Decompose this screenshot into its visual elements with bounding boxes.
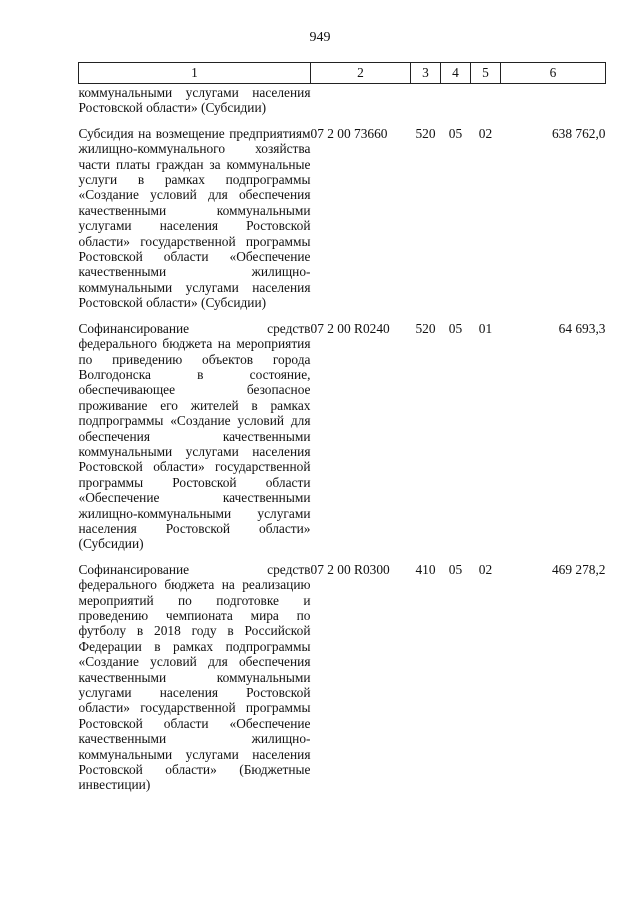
row-subsection: 01 (478, 320, 493, 336)
page-number: 949 (309, 30, 331, 45)
row-expense-type: 520 (415, 125, 436, 141)
row-expense-type: 410 (415, 561, 436, 577)
budget-table (78, 62, 606, 803)
row-section: 05 (448, 561, 463, 577)
row-amount: 64 693,3 (558, 320, 606, 336)
table-row (79, 321, 606, 562)
row-description: Субсидия на возмещение предприятиям жилищно-коммунального хозяйства части платы граждан за коммунальные услуги в рамках подпрограммы «Создание условий для обеспечения качественными коммунальными услугами населения Ростовской области» государственной программы Ростовской области «Обеспечение качественными жилищно-коммунальными услугами населения Ростовской области» (Субсидии) (78, 125, 311, 311)
row-section: 05 (448, 320, 463, 336)
row-expense-type: 520 (415, 320, 436, 336)
continuation-row (79, 84, 606, 126)
header-col-2: 2 (311, 63, 411, 84)
table-header (79, 63, 606, 84)
row-description: Софинансирование средств федерального бюджета на мероприятия по приведению объектов города Волгодонска в состояние, обеспечивающее безопасное проживание его жителей в рамках подпрограммы «Создание условий для обеспечения качественными коммунальными услугами населения Ростовской области» государственной программы Ростовской области «Обеспечение качественными жилищно-коммунальными услугами населения Ростовской области» (Субсидии) (78, 320, 311, 552)
header-col-1: 1 (79, 63, 311, 84)
row-amount: 469 278,2 (551, 561, 606, 577)
header-col-5: 5 (471, 63, 501, 84)
row-target-code: 07 2 00 73660 (310, 125, 388, 141)
table-row (79, 126, 606, 321)
row-description: Софинансирование средств федерального бюджета на реализацию мероприятий по подготовке и проведению чемпионата мира по футболу в 2018 году в Российской Федерации в рамках подпрограммы «Создание условий для обеспечения качественными коммунальными услугами населения Ростовской области» государственной программы Ростовской области «Обеспечение качественными жилищно-коммунальными услугами населения Ростовской области» (Бюджетные инвестиции) (78, 561, 311, 793)
table-row (79, 562, 606, 803)
row-section: 05 (448, 125, 463, 141)
row-target-code: 07 2 00 R0300 (310, 561, 390, 577)
header-col-4: 4 (441, 63, 471, 84)
row-subsection: 02 (478, 125, 493, 141)
header-row (79, 63, 606, 84)
row-amount: 638 762,0 (551, 125, 606, 141)
header-col-3: 3 (411, 63, 441, 84)
row-target-code: 07 2 00 R0240 (310, 320, 390, 336)
header-col-6: 6 (501, 63, 606, 84)
row-subsection: 02 (478, 561, 493, 577)
continuation-text: коммунальными услугами населения Ростовской области» (Субсидии) (78, 85, 311, 116)
